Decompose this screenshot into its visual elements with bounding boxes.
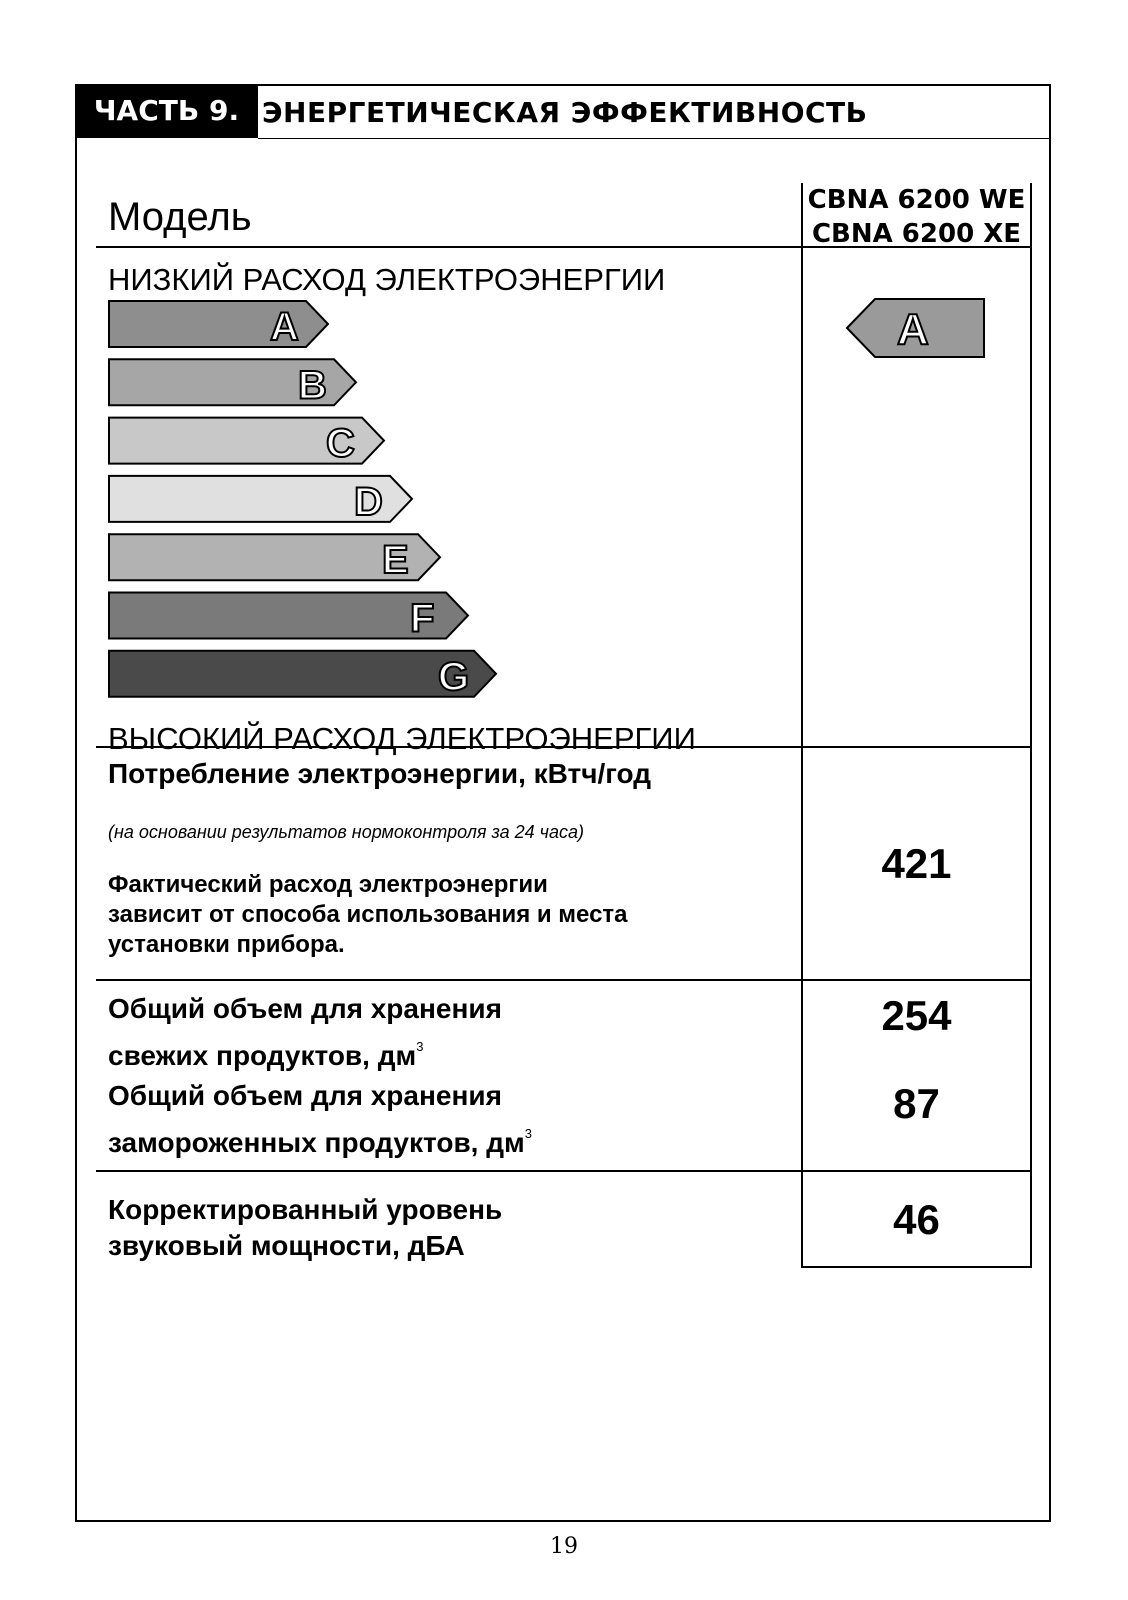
energy-class-bar-a xyxy=(109,301,328,349)
energy-class-letter: C xyxy=(326,421,355,466)
row-divider xyxy=(96,1170,1031,1172)
fresh-volume-value: 254 xyxy=(881,992,952,1039)
fresh-volume-label: Общий объем для хранения свежих продуктов, $дм^3$ xyxy=(108,993,502,1071)
low-consumption-label: НИЗКИЙ РАСХОД ЭЛЕКТРОЭНЕРГИИ xyxy=(108,262,666,297)
frozen-volume-value: 87 xyxy=(893,1080,940,1127)
energy-class-bar-b xyxy=(109,359,356,407)
energy-class-letter: B xyxy=(298,363,327,408)
header-divider xyxy=(258,138,1051,139)
consumption-value: 421 xyxy=(881,840,952,887)
unit-exponent: 3 xyxy=(524,1126,532,1141)
model-name-xe: CBNA 6200 XE xyxy=(811,219,1022,249)
model-label: Модель xyxy=(108,195,252,239)
table-bottom-border xyxy=(801,1266,1032,1268)
energy-class-letter: F xyxy=(410,596,435,641)
energy-class-letter: E xyxy=(382,538,409,583)
energy-class-bar-c xyxy=(109,418,384,466)
noise-label: Корректированный уровень звуковый мощности, дБА xyxy=(108,1194,503,1261)
model-class-arrow xyxy=(845,298,985,362)
model-name-we: CBNA 6200 WE xyxy=(807,185,1026,215)
model-class-letter: A xyxy=(897,305,929,354)
section-title: ЭНЕРГЕТИЧЕСКАЯ ЭФФЕКТИВНОСТЬ xyxy=(262,96,868,129)
energy-class-letter: G xyxy=(438,654,470,699)
page-number: 19 xyxy=(550,1534,578,1559)
consumption-basis: (на основании результатов нормоконтроля за 24 часа) xyxy=(108,822,584,842)
part-number: ЧАСТЬ 9. xyxy=(75,84,258,138)
energy-class-bar-e xyxy=(109,534,440,582)
energy-class-bar-g xyxy=(109,651,496,699)
energy-class-bar-d xyxy=(109,476,412,524)
energy-class-letter: D xyxy=(354,479,383,524)
energy-class-bar-f xyxy=(109,593,468,641)
energy-class-letter: A xyxy=(270,305,299,349)
right-column-border xyxy=(1030,183,1032,1268)
high-consumption-label: ВЫСОКИЙ РАСХОД ЭЛЕКТРОЭНЕРГИИ xyxy=(108,721,696,756)
energy-class-scale xyxy=(108,300,508,700)
noise-value: 46 xyxy=(893,1196,940,1243)
consumption-note: Фактический расход электроэнергии зависит от способа использования и места установки прибора. xyxy=(108,871,628,958)
consumption-heading: Потребление электроэнергии, кВтч/год xyxy=(108,758,652,789)
row-divider xyxy=(96,979,1031,981)
model-names xyxy=(803,183,1030,251)
frozen-volume-label: Общий объем для хранения замороженных продуктов, $дм^3$ xyxy=(108,1080,532,1158)
unit-exponent: 3 xyxy=(416,1039,424,1054)
